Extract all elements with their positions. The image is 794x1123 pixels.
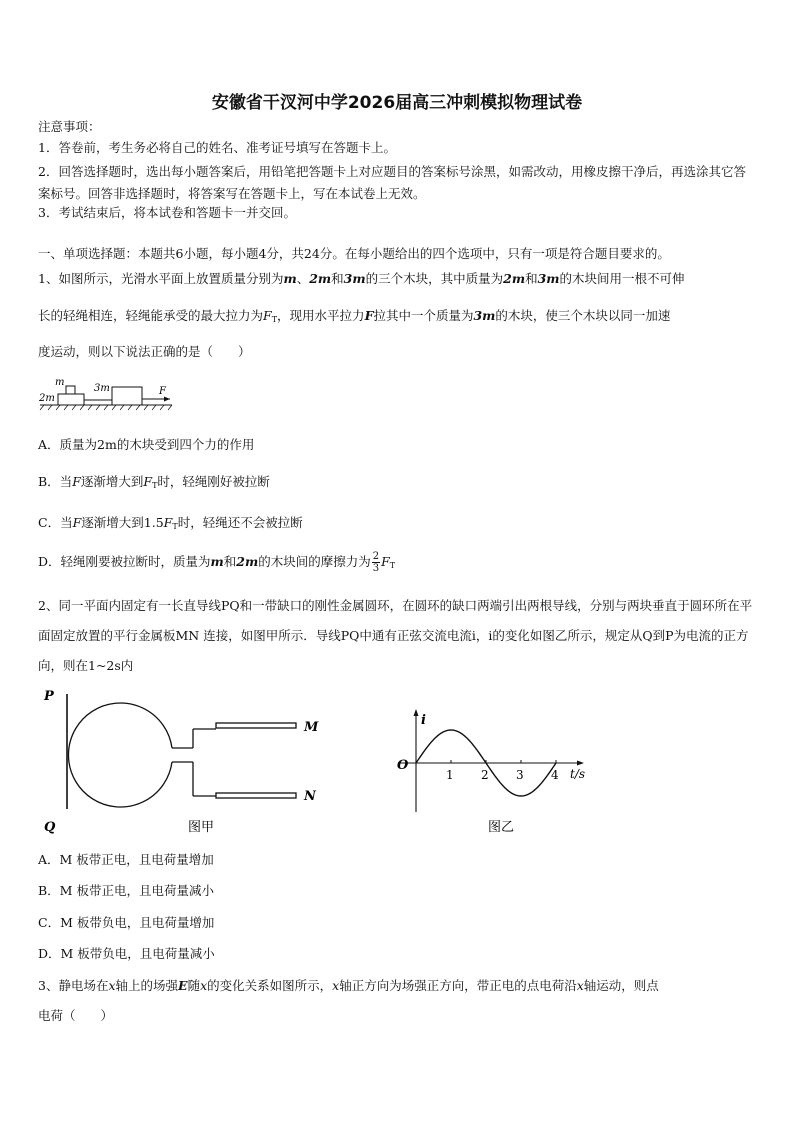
q2-option-a: A．M 板带正电，且电荷量增加: [38, 852, 214, 867]
block-3m: [112, 387, 142, 405]
q2-option-c: C．M 板带负电，且电荷量增加: [38, 915, 215, 930]
page-title: 安徽省干汊河中学2026届高三冲刺模拟物理试卷: [211, 93, 583, 113]
block-m: [66, 386, 75, 394]
tick-4: 4: [551, 768, 559, 782]
caption-yi: 图乙: [488, 820, 515, 835]
label-o: O: [397, 758, 409, 773]
tick-1: 1: [446, 768, 454, 782]
plate-m: [216, 723, 296, 728]
plate-n: [216, 793, 296, 798]
q1-option-d: D．轻绳刚要被拉断时，质量为m和2m的木块间的摩擦力为 $\frac{2}{3}$ $F_T$: [38, 551, 396, 574]
label-i: i: [421, 713, 426, 728]
q3-line-1: 3、静电场在x轴上的场强E随x的变化关系如图所示，x轴正方向为场强正方向，带正电的点电荷沿x轴运动，则点: [38, 978, 659, 993]
notice-item-2: 2．回答选择题时，选出每小题答案后，用铅笔把答题卡上对应题目的答案标号涂黑，如需改动，用橡皮擦干净后，再选涂其它答案标号。回答非选择题时，将答案写在答题卡上，写在本试卷上无效。: [38, 164, 746, 201]
caption-jia: 图甲: [188, 820, 215, 835]
label-n: N: [304, 789, 316, 804]
metal-ring: [68, 703, 172, 807]
label-f: F: [159, 386, 166, 397]
q1-line-1: 1、如图所示，光滑水平面上放置质量分别为m、2m和3m的三个木块，其中质量为2m和3m的木块间用一根不可伸: [38, 271, 685, 286]
notice-item-1: 1．答卷前，考生务必将自己的姓名、准考证号填写在答题卡上。: [38, 140, 396, 155]
q2-stem: 2、同一平面内固定有一长直导线PQ和一带缺口的刚性金属圆环，在圆环的缺口两端引出两根导线，分别与两块垂直于圆环所在平面固定放置的平行金属板MN 连接，如图甲所示．导线PQ中通有正弦交流电流i，i的变化如图乙所示，规定从Q到P为电流的正方向，则在1~2s内: [38, 598, 753, 673]
tick-3: 3: [516, 768, 524, 782]
q1-blocks-figure: [38, 372, 178, 412]
q2-figure-a: [38, 684, 338, 839]
label-2m: 2m: [39, 393, 55, 404]
label-t: t/s: [570, 767, 586, 781]
label-q: Q: [44, 820, 56, 835]
q1-line-3: 度运动，则以下说法正确的是（ ）: [38, 344, 251, 359]
label-m: m: [55, 377, 65, 388]
q1-option-c: C．当F逐渐增大到$1.5F_T$时，轻绳还不会被拉断: [38, 515, 303, 531]
notice-item-3: 3．考试结束后，将本试卷和答题卡一并交回。: [38, 205, 296, 220]
q3-line-2: 电荷（ ）: [38, 1008, 114, 1023]
tick-2: 2: [481, 768, 489, 782]
q2-figure-b: [390, 700, 610, 840]
q2-option-d: D．M 板带负电，且电荷量减小: [38, 946, 215, 961]
q1-option-a: A．质量为2m的木块受到四个力的作用: [38, 437, 255, 452]
label-3m: 3m: [94, 383, 110, 394]
fraction: $\frac{2}{3}$: [372, 551, 380, 574]
q1-line-2: 长的轻绳相连，轻绳能承受的最大拉力为$F_T$，现用水平拉力F拉其中一个质量为3m的木块，使三个木块以同一加速: [38, 308, 671, 324]
label-m: M: [304, 720, 319, 735]
section-heading: 一、单项选择题：本题共6小题，每小题4分，共24分。在每小题给出的四个选项中，只有一项是符合题目要求的。: [38, 246, 670, 261]
q1-option-b: B．当F逐渐增大到$F_T$时，轻绳刚好被拉断: [38, 474, 270, 490]
notice-heading: 注意事项：: [38, 119, 101, 134]
q2-option-b: B．M 板带正电，且电荷量减小: [38, 883, 214, 898]
label-p: P: [44, 689, 54, 704]
block-2m: [58, 394, 84, 405]
